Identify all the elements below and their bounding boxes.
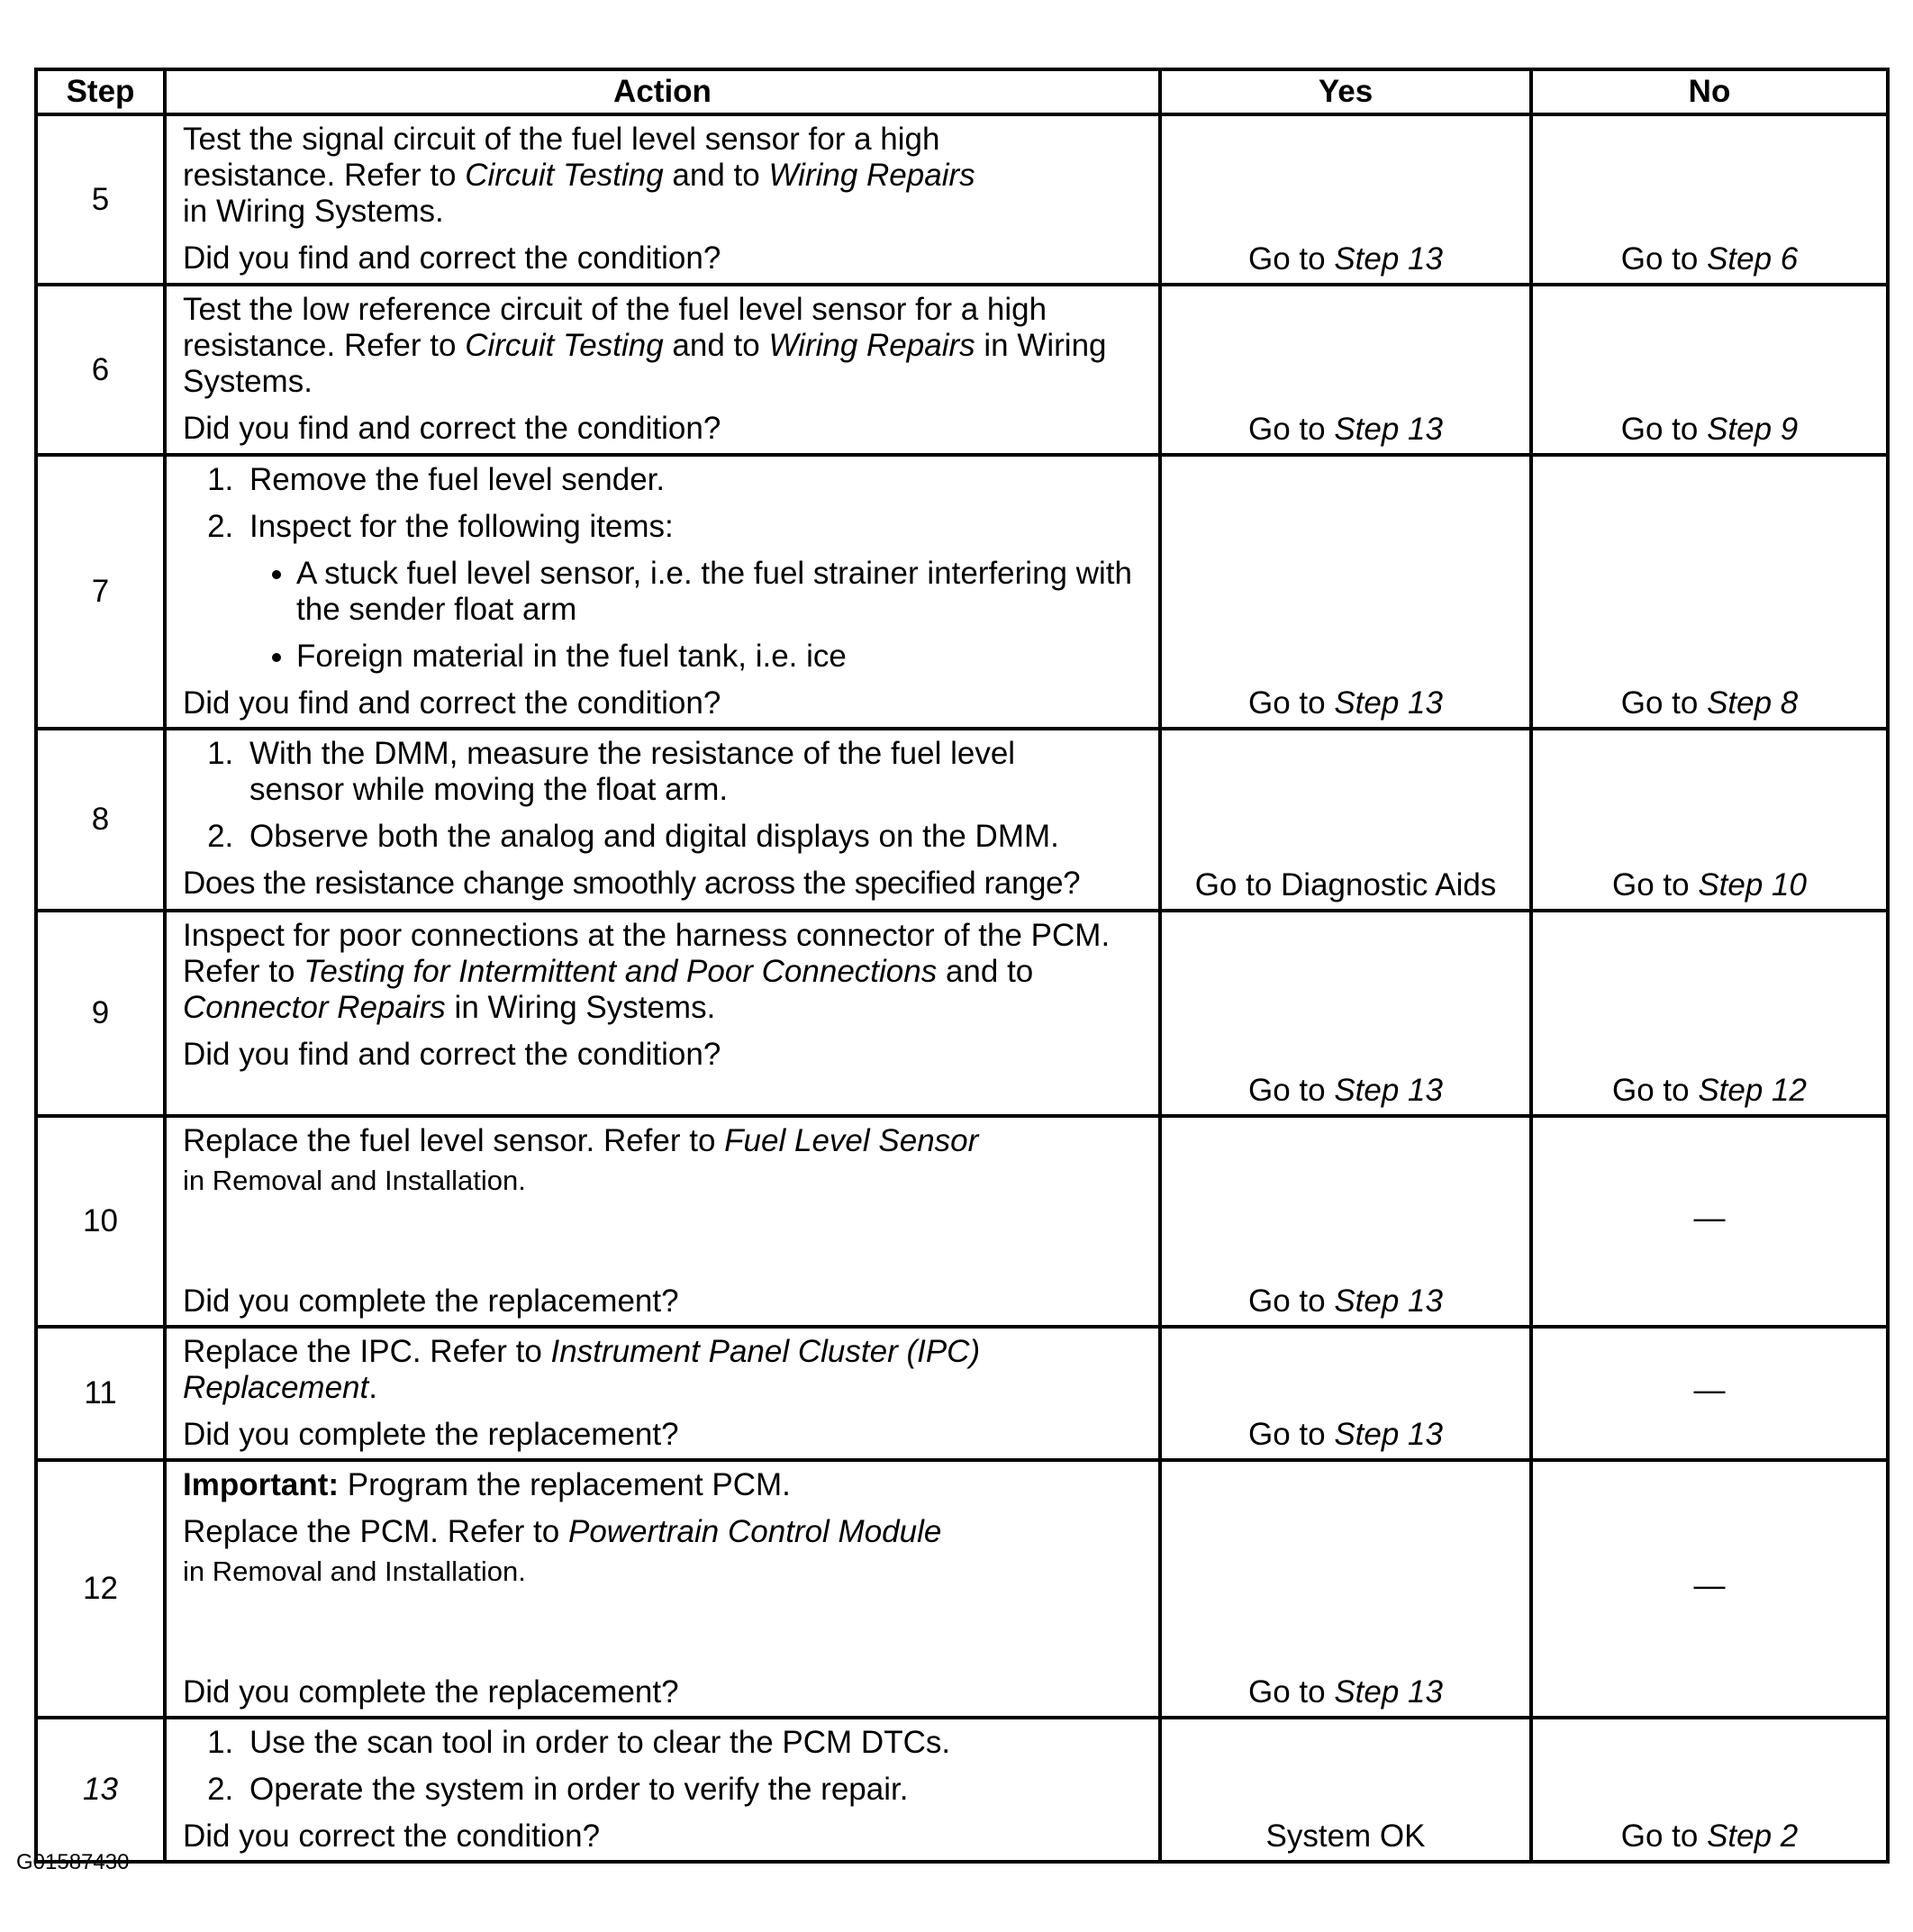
no-cell: — xyxy=(1531,1460,1888,1718)
action-subtext: in Removal and Installation. xyxy=(183,1556,526,1587)
list-item: 1. With the DMM, measure the resistance of the fuel level sensor while moving the float arm. xyxy=(242,736,1146,808)
action-text: Replace the fuel level sensor. Refer to Fuel Level Sensor xyxy=(183,1123,979,1158)
yes-cell[interactable]: Go to Step 13 xyxy=(1160,455,1531,729)
action-cell xyxy=(165,729,1160,911)
table-row xyxy=(36,1460,1888,1718)
step-number: 13 xyxy=(36,1718,165,1862)
header-step: Step xyxy=(36,69,165,114)
step-number: 5 xyxy=(36,114,165,285)
header-no: No xyxy=(1531,69,1888,114)
diagnostic-table xyxy=(34,68,1890,1864)
action-question: Does the resistance change smoothly across the specified range? xyxy=(183,866,1081,901)
action-cell xyxy=(165,1327,1160,1460)
no-cell[interactable]: Go to Step 10 xyxy=(1531,729,1888,911)
step-number: 10 xyxy=(36,1116,165,1327)
table-row xyxy=(36,285,1888,455)
table-row xyxy=(36,1718,1888,1862)
step-number: 11 xyxy=(36,1327,165,1460)
figure-id: G01587430 xyxy=(16,1850,130,1874)
list-item: 2. Operate the system in order to verify the repair. xyxy=(242,1772,1146,1808)
action-question: Did you find and correct the condition? xyxy=(183,240,721,276)
list-item: 1. Remove the fuel level sender. xyxy=(242,462,1146,498)
table-row xyxy=(36,114,1888,285)
yes-cell[interactable]: Go to Diagnostic Aids xyxy=(1160,729,1531,911)
list-item: • A stuck fuel level sensor, i.e. the fuel strainer interfering with the sender float arm xyxy=(296,556,1146,628)
action-steps xyxy=(183,1725,1146,1808)
action-text: Test the signal circuit of the fuel level sensor for a high resistance. Refer to Circuit Testing and to Wiring Repairs in Wiring Systems. xyxy=(183,122,975,229)
step-number: 7 xyxy=(36,455,165,729)
action-question: Did you correct the condition? xyxy=(183,1819,601,1854)
action-cell xyxy=(165,911,1160,1116)
action-text: Replace the PCM. Refer to Powertrain Control Module xyxy=(183,1514,942,1549)
step-number: 9 xyxy=(36,911,165,1116)
action-cell xyxy=(165,114,1160,285)
action-cell xyxy=(165,285,1160,455)
important-note: Important: Program the replacement PCM. xyxy=(183,1467,791,1502)
yes-cell[interactable]: Go to Step 13 xyxy=(1160,1116,1531,1327)
action-steps xyxy=(183,462,1146,675)
no-cell[interactable]: Go to Step 8 xyxy=(1531,455,1888,729)
table-row xyxy=(36,729,1888,911)
bullet-list xyxy=(249,556,1146,675)
no-cell: — xyxy=(1531,1327,1888,1460)
table-row xyxy=(36,1327,1888,1460)
action-text: Replace the IPC. Refer to Instrument Panel Cluster (IPC) Replacement. xyxy=(183,1334,981,1405)
action-subtext: in Removal and Installation. xyxy=(183,1165,526,1196)
action-question: Did you complete the replacement? xyxy=(183,1674,679,1710)
yes-cell[interactable]: Go to Step 13 xyxy=(1160,1327,1531,1460)
action-question: Did you complete the replacement? xyxy=(183,1283,679,1319)
list-item: 2. Inspect for the following items: • A stuck fuel level sensor, i.e. the fuel strainer interfering with the sender float arm • Foreign material in the fuel tank, i.e. ice xyxy=(242,509,1146,675)
action-steps xyxy=(183,736,1146,855)
yes-cell[interactable]: Go to Step 13 xyxy=(1160,114,1531,285)
action-question: Did you find and correct the condition? xyxy=(183,1037,721,1072)
step-number: 12 xyxy=(36,1460,165,1718)
yes-cell[interactable]: Go to Step 13 xyxy=(1160,1460,1531,1718)
yes-cell: System OK xyxy=(1160,1718,1531,1862)
step-number: 8 xyxy=(36,729,165,911)
list-item: 1. Use the scan tool in order to clear the PCM DTCs. xyxy=(242,1725,1146,1761)
table-row xyxy=(36,455,1888,729)
no-cell: — xyxy=(1531,1116,1888,1327)
header-yes: Yes xyxy=(1160,69,1531,114)
table-row xyxy=(36,911,1888,1116)
no-cell[interactable]: Go to Step 12 xyxy=(1531,911,1888,1116)
action-question: Did you find and correct the condition? xyxy=(183,685,721,721)
action-text: Inspect for poor connections at the harness connector of the PCM. Refer to Testing for Intermittent and Poor Connections and to Connector Repairs in Wiring Systems. xyxy=(183,918,1111,1025)
no-cell[interactable]: Go to Step 6 xyxy=(1531,114,1888,285)
list-item: 2. Observe both the analog and digital displays on the DMM. xyxy=(242,819,1146,855)
list-item: • Foreign material in the fuel tank, i.e. ice xyxy=(296,639,1146,675)
no-cell[interactable]: Go to Step 9 xyxy=(1531,285,1888,455)
action-question: Did you find and correct the condition? xyxy=(183,411,721,446)
action-cell xyxy=(165,1460,1160,1718)
header-action: Action xyxy=(165,69,1160,114)
action-cell xyxy=(165,1116,1160,1327)
table-header-row xyxy=(36,69,1888,114)
yes-cell[interactable]: Go to Step 13 xyxy=(1160,285,1531,455)
action-cell xyxy=(165,1718,1160,1862)
step-number: 6 xyxy=(36,285,165,455)
action-question: Did you complete the replacement? xyxy=(183,1417,679,1452)
action-text: Test the low reference circuit of the fuel level sensor for a high resistance. Refer to Circuit Testing and to Wiring Repairs in Wiring Systems. xyxy=(183,292,1107,399)
no-cell[interactable]: Go to Step 2 xyxy=(1531,1718,1888,1862)
action-cell xyxy=(165,455,1160,729)
table-row xyxy=(36,1116,1888,1327)
yes-cell[interactable]: Go to Step 13 xyxy=(1160,911,1531,1116)
